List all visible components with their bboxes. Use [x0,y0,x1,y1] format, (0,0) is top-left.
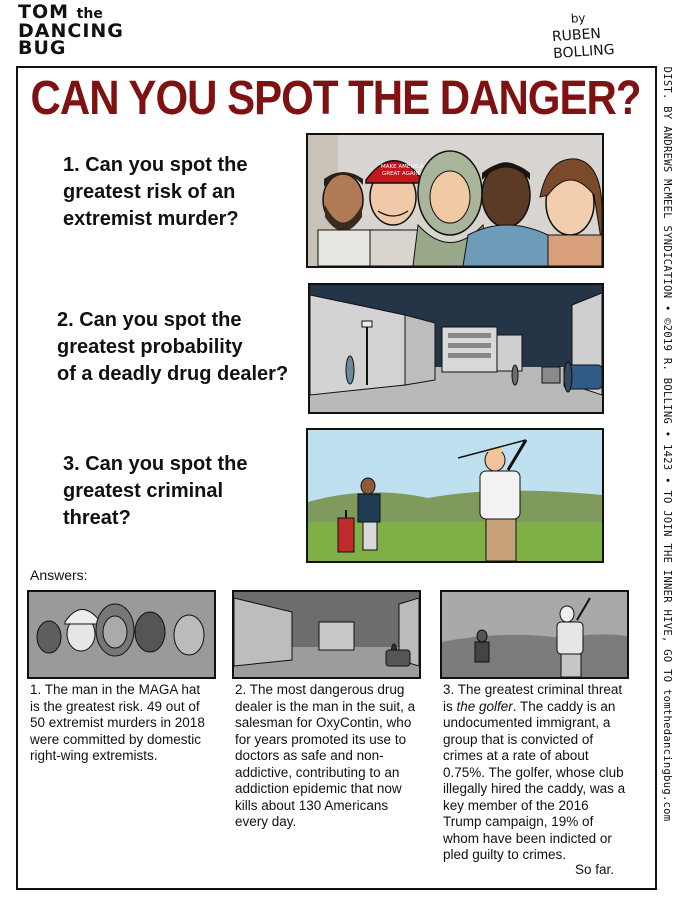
answer-3 [443,682,628,864]
comic-title: CAN YOU SPOT THE DANGER? [30,70,641,125]
crowd-illustration [308,135,602,266]
question-2-line: greatest probability [57,336,243,358]
answer-3-text-end: . The caddy is an undocumented immigrant, a group that is convicted of crimes at a rate of about 0.75%. The golfer, whose club illegally hired the caddy, was a key member of the 2016 Trump campaign, 19% of whom have been indicted or pled guilty to crimes. [443,698,626,862]
comic-logo [18,1,124,59]
street-thumbnail-illustration [234,592,419,677]
crowd-thumbnail-illustration [29,592,214,677]
answer-3-emphasis: the golfer [456,698,513,714]
logo-word-the: the [76,6,103,22]
byline-by: by [570,10,586,26]
answer-3-thumbnail [440,590,629,679]
maga-hat-text: MAKE AMERICA [381,164,424,170]
question-2-line: of a deadly drug dealer? [57,363,289,385]
question-3-line: threat? [63,507,131,529]
question-1-line: 1. Can you spot the [63,154,248,176]
answer-2-thumbnail [232,590,421,679]
question-3-line: greatest criminal [63,480,224,502]
panel-golf-course [306,428,604,563]
question-3-line: 3. Can you spot the [63,453,248,475]
golf-illustration [308,430,602,561]
so-far-note: So far. [575,862,615,877]
answer-2 [235,682,420,831]
street-illustration [310,285,602,412]
byline-last-name: BOLLING [552,41,616,63]
logo-word-bug: BUG [18,37,67,59]
logo-word-tom: TOM [18,1,70,23]
distribution-credit-text: DIST. BY ANDREWS McMEEL SYNDICATION • ©2019 R. BOLLING • 1423 • TO JOIN THE INNER HIVE, GO TO tomthedancingbug.com [661,66,673,822]
question-2-line: 2. Can you spot the [57,309,242,331]
question-1-line: greatest risk of an [63,181,236,203]
author-byline [550,8,615,63]
answer-2-text: 2. The most dangerous drug dealer is the man in the suit, a salesman for OxyContin, who for years promoted its use to doctors as safe and non-addictive, contributing to an addiction epidemic that now kills about 130 Americans every day. [235,682,416,829]
answer-1-thumbnail [27,590,216,679]
question-1-line: extremist murder? [63,208,239,230]
distribution-credit [652,66,682,822]
svg-text:GREAT AGAIN: GREAT AGAIN [382,171,420,177]
byline-first-name: RUBEN [551,25,602,46]
answer-1-text: 1. The man in the MAGA hat is the greatest risk. 49 out of 50 extremist murders in 2018 were committed by domestic right-wing extremists. [30,682,205,763]
golf-thumbnail-illustration [442,592,627,677]
logo-word-dancing: DANCING [18,20,124,42]
answer-3-text-start: 3. The greatest criminal threat is [443,682,623,714]
question-1 [63,152,247,233]
question-3 [63,451,247,532]
question-2 [57,307,288,388]
answer-1 [30,682,212,765]
panel-crowd-faces [306,133,604,268]
answers-label: Answers: [30,567,88,583]
panel-street-scene [308,283,604,414]
